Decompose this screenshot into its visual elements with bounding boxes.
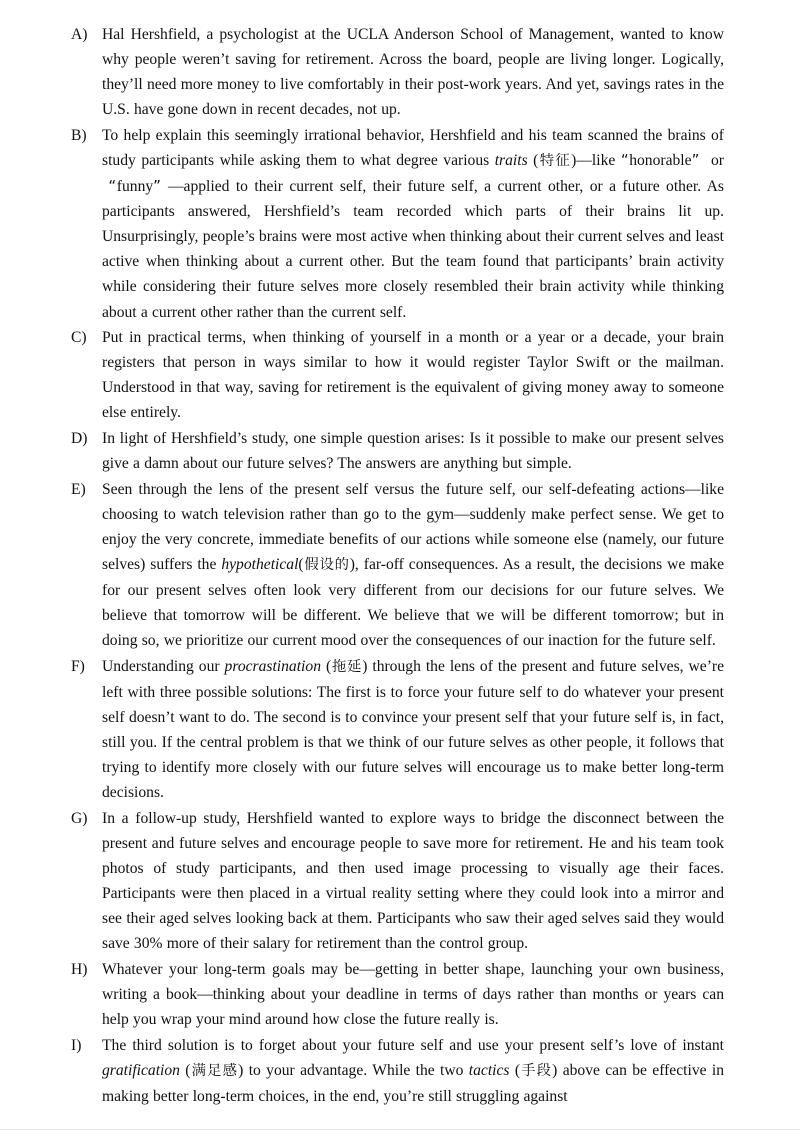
paragraph-text-h: Whatever your long-term goals may be—getting in better shape, launching your own business, writing a book—thinking about your deadline in terms of days rather than months or years can help you wrap your mind around how close the future really is. — [102, 960, 724, 1029]
paragraph-b — [68, 123, 724, 325]
paragraph-text-g: In a follow-up study, Hershfield wanted to explore ways to bridge the disconnect between the present and future selves and encourage people to save more for retirement. He and his team took photos of study participants, and then used image processing to visually age their faces. Participants were then placed in a virtual reality setting where they could look into a mirror and see their aged selves looking back at them. Participants who saw their aged selves said they would save 30% more of their salary for retirement than the control group. — [102, 809, 724, 953]
paragraph-text-b: To help explain this seemingly irrational behavior, Hershfield and his team scanned the brains of study participants while asking them to what degree various traits (特征)—like “honorable” or “funny” —applied to their current self, their future self, a current other, or a future other. As participants answered, Hershfield’s team recorded which parts of their brains lit up. Unsurprisingly, people’s brains were most active when thinking about their current selves and least active when thinking about a current other. But the team found that participants’ brain activity while considering their future selves more closely resembled their brain activity while thinking about a current other rather than the current self. — [102, 126, 724, 321]
paragraph-label-f: F) — [71, 657, 85, 675]
paragraph-label-b: B) — [71, 126, 87, 144]
paragraph-e — [68, 477, 724, 654]
paragraph-d — [68, 426, 724, 476]
paragraph-a — [68, 22, 724, 122]
reading-passage — [68, 22, 724, 1110]
paragraph-label-c: C) — [71, 329, 87, 347]
paragraph-text-d: In light of Hershfield’s study, one simple question arises: Is it possible to make our present selves give a damn about our future selves? The answers are anything but simple. — [102, 430, 724, 473]
paragraph-c — [68, 325, 724, 425]
paragraph-f — [68, 654, 724, 806]
paragraph-text-e: Seen through the lens of the present self versus the future self, our self-defeating actions—like choosing to watch television rather than go to the gym—suddenly make perfect sense. We get to enjoy the very concrete, immediate benefits of our actions while someone else (namely, our future selves) suffers the hypothetical(假设的), far-off consequences. As a result, the decisions we make for our present selves often look very different from our decisions for our future selves. We believe that tomorrow will be different. We believe that we will be different tomorrow; but in doing so, we prioritize our current mood over the consequences of our inaction for the future self. — [102, 480, 724, 650]
paragraph-label-i: I) — [71, 1036, 82, 1054]
paragraph-label-d: D) — [71, 430, 88, 447]
paragraph-text-i: The third solution is to forget about your future self and use your present self’s love of instant gratification (满足感) to your advantage. While the two tactics (手段) above can be effective in making better long-term choices, in the end, you’re still struggling against — [102, 1036, 724, 1105]
paragraph-i — [68, 1033, 724, 1109]
paragraph-h — [68, 957, 724, 1032]
paragraph-label-g: G) — [71, 809, 88, 827]
paragraph-label-e: E) — [71, 480, 86, 498]
paragraph-g — [68, 806, 724, 957]
paragraph-label-h: H) — [71, 960, 88, 978]
paragraph-text-c: Put in practical terms, when thinking of yourself in a month or a year or a decade, your brain registers that person in ways similar to how it would register Taylor Swift or the mailman. Understood in that way, saving for retirement is the equivalent of giving money away to someone else entirely. — [102, 329, 724, 422]
paragraph-label-a: A) — [71, 26, 88, 43]
paragraph-text-a: Hal Hershfield, a psychologist at the UCLA Anderson School of Management, wanted to know why people weren’t saving for retirement. Across the board, people are living longer. Logically, they’ll need more money to live comfortably in their post-work years. And yet, savings rates in the U.S. have gone down in recent decades, not up. — [102, 26, 724, 119]
paragraph-text-f: Understanding our procrastination (拖延) through the lens of the present and future selves, we’re left with three possible solutions: The first is to force your future self to do whatever your present self doesn’t want to do. The second is to convince your present self that your future self is, in fact, still you. If the central problem is that we think of our future selves as other people, it follows that trying to identify more closely with our future selves will encourage us to make better long-term decisions. — [102, 657, 724, 802]
